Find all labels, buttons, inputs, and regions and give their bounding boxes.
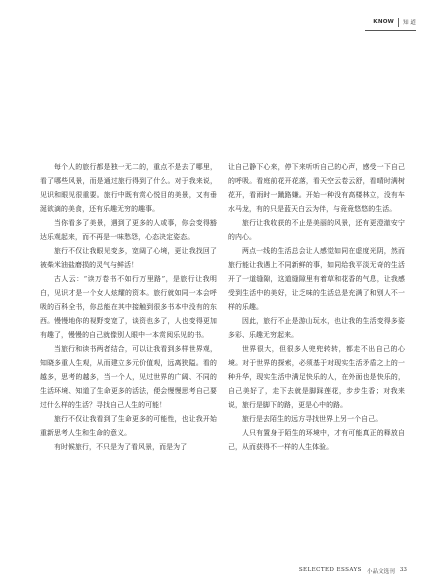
paragraph: 旅行不仅让我眼见变多，宽阔了心境，更让我找回了被柴米油盐磨损的灵气与鲜活！ bbox=[40, 247, 217, 269]
page-footer bbox=[299, 567, 407, 575]
section-label-en: KNOW bbox=[373, 19, 395, 25]
paragraph: 两点一线的生活总会让人感觉如同在虚度光阴，然而旅行能让我遇上不同新鲜的事，如同给我平淡无奇的生活开了一道缝隙，这道缝隙里有着草和花香的气息，让我感受到生活中的美好，让乏味的生活总是充满了和别人不一样的乐趣。 bbox=[228, 247, 405, 311]
paragraph: 旅行让我收获的不止是美丽的风景，还有更澄澈安宁的内心。 bbox=[228, 219, 405, 241]
section-label-cn: 知 道 bbox=[403, 20, 416, 26]
left-column bbox=[40, 160, 217, 454]
paragraph: 人只有置身于陌生的环境中，才有可能真正的释放自己，从而获得不一样的人生体验。 bbox=[228, 429, 405, 451]
paragraph: 旅行不仅让我看到了生命更多的可能性，也让我开始重新思考人生和生命的意义。 bbox=[40, 415, 217, 437]
paragraph-continued: 让自己静下心来，停下来听听自己的心声，感受一下自己的呼吸。看庭前花开花落，看天空云卷云舒，看晴时满树花开，看雨时一蹴路嫌。开始一种没有高楼林立，没有车水马龙，有的只是蓝天白云为伴，与竟竟悠悠的生活。 bbox=[228, 163, 405, 213]
header-rule bbox=[365, 30, 416, 31]
paragraph: 古人云：“读万卷书不如行万里路”，是旅行让我明白，见识才是一个女人炫耀的资本。旅行就如同一本会呼吸的百科全书，你总能在其中接触到很多书本中没有的东西。慢慢地你的视野变宽了，谈资也多了，人也变得更加有趣了，慢慢的自己就像别人眼中一本赏阅乐见的书。 bbox=[40, 275, 217, 339]
header-divider bbox=[398, 18, 399, 27]
paragraph: 因此，旅行不止是游山玩水，也让我的生活变得多姿多彩、乐趣无穷起来。 bbox=[228, 317, 405, 339]
paragraph: 旅行是去陌生的远方寻找世界上另一个自己。 bbox=[242, 415, 383, 423]
paragraph: 当你看多了美景，遇到了更多的人或事，你会变得豁达乐观起来，而不再是一味愁怨，心态决定姿态。 bbox=[40, 219, 217, 241]
magazine-name-cn: 小品文选刊 bbox=[366, 569, 395, 575]
paragraph: 世界很大，但很多人兜兜转转，都走不出自己的心境。对于世界的探索，必须基于对现实生活矛盾之上的一种升华，现实生活中满足快乐的人，在外面也是快乐的，自己美好了，走下去就是脚踩莲花，步步生香；对我来说，旅行是脚下的路，更是心中的路。 bbox=[228, 345, 405, 409]
right-column bbox=[228, 160, 405, 454]
magazine-name-en: SELECTED ESSAYS bbox=[298, 567, 362, 573]
section-header bbox=[373, 16, 416, 28]
paragraph: 当旅行和读书两者结合，可以让我看到多样世界观，知晓多重人生观，从而建立多元价值观，远离狭隘。看的越多，思考的越多，当一个人，见过世界的广阔、不同的生活环境、知道了生命更多的活法，便会慢慢思考自己要过什么样的生活？寻找自己人生的可能！ bbox=[40, 345, 217, 409]
paragraph: 每个人的旅行都是独一无二的，重点不是去了哪里，看了哪些风景，而是通过旅行得到了什么。对于我来说，见识和眼见很重要。旅行中既有赏心悦目的美景，又有垂涎欲滴的美食，还有乐趣无穷的趣事。 bbox=[40, 163, 217, 213]
page-number: 33 bbox=[399, 567, 407, 573]
paragraph: 有时候旅行，不只是为了看风景，而是为了 bbox=[54, 443, 188, 451]
